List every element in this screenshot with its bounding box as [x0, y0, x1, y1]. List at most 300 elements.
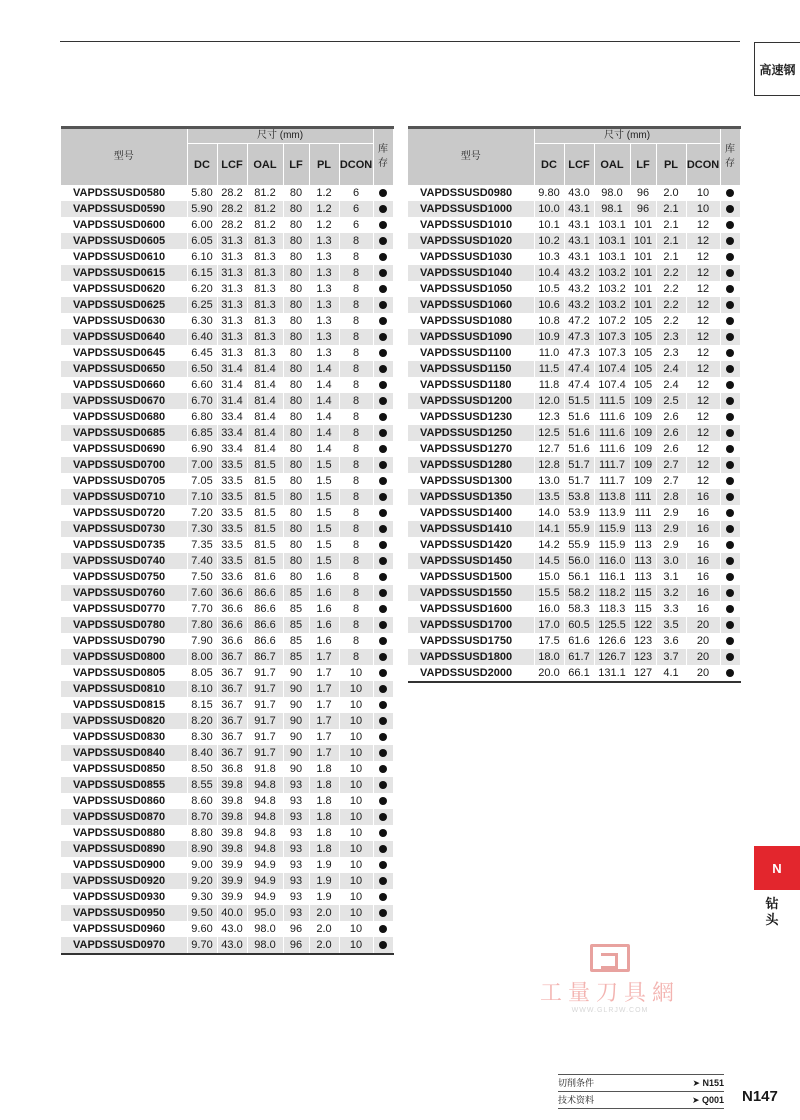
in-stock-dot-icon [379, 493, 387, 501]
pl-cell: 3.5 [656, 617, 686, 633]
model-cell: VAPDSSUSD0810 [61, 681, 187, 697]
in-stock-dot-icon [379, 541, 387, 549]
lf-cell: 85 [283, 585, 309, 601]
dimension-header: 尺寸 (mm) [187, 128, 373, 144]
lf-cell: 109 [630, 457, 656, 473]
pl-cell: 1.2 [309, 185, 339, 201]
model-cell: VAPDSSUSD0705 [61, 473, 187, 489]
lf-cell: 96 [283, 937, 309, 954]
dcon-cell: 12 [686, 473, 720, 489]
stock-cell [373, 889, 393, 905]
lf-cell: 93 [283, 873, 309, 889]
model-cell: VAPDSSUSD0605 [61, 233, 187, 249]
lcf-cell: 43.1 [564, 233, 594, 249]
oal-cell: 111.6 [594, 425, 630, 441]
dc-cell: 6.25 [187, 297, 217, 313]
pl-cell: 1.7 [309, 697, 339, 713]
oal-cell: 81.5 [247, 537, 283, 553]
pl-cell: 1.6 [309, 617, 339, 633]
stock-cell [373, 809, 393, 825]
stock-cell [373, 377, 393, 393]
model-cell: VAPDSSUSD1060 [408, 297, 534, 313]
col-dcon: DCON [339, 144, 373, 186]
footer-ref-cutting-conditions[interactable] [558, 1074, 724, 1091]
oal-cell: 81.2 [247, 201, 283, 217]
lcf-cell: 31.3 [217, 265, 247, 281]
in-stock-dot-icon [379, 781, 387, 789]
lcf-cell: 43.2 [564, 265, 594, 281]
oal-cell: 81.3 [247, 281, 283, 297]
in-stock-dot-icon [726, 557, 734, 565]
pl-cell: 2.0 [309, 905, 339, 921]
dc-cell: 10.8 [534, 313, 564, 329]
pl-cell: 1.3 [309, 281, 339, 297]
pl-cell: 1.5 [309, 537, 339, 553]
in-stock-dot-icon [726, 461, 734, 469]
lcf-cell: 51.6 [564, 425, 594, 441]
lcf-cell: 31.4 [217, 361, 247, 377]
oal-cell: 81.3 [247, 345, 283, 361]
pl-cell: 2.9 [656, 521, 686, 537]
lf-cell: 80 [283, 281, 309, 297]
dc-cell: 7.20 [187, 505, 217, 521]
in-stock-dot-icon [379, 285, 387, 293]
col-pl: PL [309, 144, 339, 186]
lcf-cell: 33.5 [217, 553, 247, 569]
dcon-cell: 12 [686, 393, 720, 409]
lf-cell: 101 [630, 217, 656, 233]
model-cell: VAPDSSUSD0630 [61, 313, 187, 329]
dcon-cell: 12 [686, 377, 720, 393]
table-row [408, 409, 740, 425]
lcf-cell: 33.5 [217, 537, 247, 553]
dc-cell: 14.0 [534, 505, 564, 521]
lcf-cell: 43.1 [564, 201, 594, 217]
dc-cell: 5.80 [187, 185, 217, 201]
stock-cell [373, 505, 393, 521]
dc-cell: 6.80 [187, 409, 217, 425]
lf-cell: 101 [630, 249, 656, 265]
oal-cell: 98.0 [247, 921, 283, 937]
stock-cell [373, 537, 393, 553]
lcf-cell: 43.1 [564, 249, 594, 265]
dcon-cell: 8 [339, 425, 373, 441]
dc-cell: 7.35 [187, 537, 217, 553]
in-stock-dot-icon [379, 221, 387, 229]
table-row [408, 393, 740, 409]
in-stock-dot-icon [379, 477, 387, 485]
pl-cell: 2.0 [656, 185, 686, 201]
model-cell: VAPDSSUSD0870 [61, 809, 187, 825]
col-oal: OAL [247, 144, 283, 186]
footer-ref-page[interactable]: ➤ Q001 [691, 1095, 724, 1105]
dc-cell: 6.90 [187, 441, 217, 457]
in-stock-dot-icon [379, 861, 387, 869]
stock-cell [720, 393, 740, 409]
dc-cell: 9.80 [534, 185, 564, 201]
dcon-cell: 10 [339, 809, 373, 825]
dcon-cell: 12 [686, 297, 720, 313]
model-cell: VAPDSSUSD0890 [61, 841, 187, 857]
in-stock-dot-icon [726, 541, 734, 549]
lcf-cell: 47.2 [564, 313, 594, 329]
dc-cell: 11.8 [534, 377, 564, 393]
dc-cell: 10.1 [534, 217, 564, 233]
dcon-cell: 12 [686, 233, 720, 249]
dcon-cell: 16 [686, 505, 720, 521]
dc-cell: 8.50 [187, 761, 217, 777]
dc-cell: 10.9 [534, 329, 564, 345]
model-cell: VAPDSSUSD1550 [408, 585, 534, 601]
table-row [408, 281, 740, 297]
oal-cell: 103.1 [594, 233, 630, 249]
oal-cell: 81.5 [247, 553, 283, 569]
lf-cell: 93 [283, 793, 309, 809]
lf-cell: 105 [630, 361, 656, 377]
dcon-cell: 6 [339, 217, 373, 233]
in-stock-dot-icon [379, 733, 387, 741]
lf-cell: 96 [283, 921, 309, 937]
in-stock-dot-icon [379, 413, 387, 421]
dc-cell: 12.0 [534, 393, 564, 409]
lf-cell: 80 [283, 345, 309, 361]
lf-cell: 113 [630, 553, 656, 569]
oal-cell: 81.3 [247, 249, 283, 265]
pl-cell: 2.2 [656, 281, 686, 297]
table-row [61, 585, 393, 601]
stock-cell [373, 857, 393, 873]
pl-cell: 1.3 [309, 345, 339, 361]
dc-cell: 10.6 [534, 297, 564, 313]
stock-cell [720, 505, 740, 521]
oal-cell: 91.7 [247, 697, 283, 713]
dcon-cell: 16 [686, 569, 720, 585]
in-stock-dot-icon [379, 669, 387, 677]
pl-cell: 2.2 [656, 297, 686, 313]
table-row [61, 329, 393, 345]
dcon-cell: 16 [686, 521, 720, 537]
stock-cell [373, 745, 393, 761]
in-stock-dot-icon [379, 333, 387, 341]
oal-cell: 107.3 [594, 345, 630, 361]
lcf-cell: 43.2 [564, 297, 594, 313]
pl-cell: 1.4 [309, 377, 339, 393]
in-stock-dot-icon [379, 237, 387, 245]
stock-cell [373, 777, 393, 793]
oal-cell: 111.6 [594, 409, 630, 425]
dcon-cell: 10 [339, 729, 373, 745]
table-row [408, 329, 740, 345]
table-row [61, 809, 393, 825]
model-cell: VAPDSSUSD0720 [61, 505, 187, 521]
dcon-cell: 12 [686, 281, 720, 297]
stock-cell [373, 425, 393, 441]
dc-cell: 7.40 [187, 553, 217, 569]
model-cell: VAPDSSUSD0700 [61, 457, 187, 473]
side-tab-hss[interactable] [754, 42, 800, 96]
lcf-cell: 33.5 [217, 505, 247, 521]
oal-cell: 111.7 [594, 457, 630, 473]
oal-cell: 81.3 [247, 329, 283, 345]
stock-cell [720, 489, 740, 505]
table-row [61, 521, 393, 537]
oal-cell: 94.9 [247, 873, 283, 889]
in-stock-dot-icon [726, 381, 734, 389]
pl-cell: 1.8 [309, 777, 339, 793]
stock-cell [373, 553, 393, 569]
pl-cell: 2.1 [656, 217, 686, 233]
stock-cell [373, 409, 393, 425]
stock-cell [373, 713, 393, 729]
lcf-cell: 31.4 [217, 393, 247, 409]
in-stock-dot-icon [726, 189, 734, 197]
in-stock-dot-icon [379, 893, 387, 901]
dc-cell: 14.5 [534, 553, 564, 569]
dcon-cell: 8 [339, 313, 373, 329]
lcf-cell: 56.0 [564, 553, 594, 569]
model-cell: VAPDSSUSD1080 [408, 313, 534, 329]
pl-cell: 1.5 [309, 521, 339, 537]
model-cell: VAPDSSUSD0730 [61, 521, 187, 537]
table-row [408, 345, 740, 361]
dcon-cell: 10 [339, 889, 373, 905]
lcf-cell: 51.7 [564, 457, 594, 473]
dcon-cell: 12 [686, 345, 720, 361]
lf-cell: 80 [283, 505, 309, 521]
oal-cell: 131.1 [594, 665, 630, 682]
lcf-cell: 51.5 [564, 393, 594, 409]
lcf-cell: 58.2 [564, 585, 594, 601]
lcf-cell: 33.4 [217, 425, 247, 441]
dcon-cell: 10 [339, 745, 373, 761]
oal-cell: 91.7 [247, 745, 283, 761]
dcon-cell: 12 [686, 217, 720, 233]
table-row [408, 649, 740, 665]
model-cell: VAPDSSUSD1350 [408, 489, 534, 505]
lcf-cell: 36.7 [217, 649, 247, 665]
col-lcf: LCF [564, 144, 594, 186]
table-row [408, 233, 740, 249]
lf-cell: 80 [283, 297, 309, 313]
section-letter: N [772, 860, 782, 876]
stock-cell [373, 793, 393, 809]
dcon-cell: 10 [339, 697, 373, 713]
in-stock-dot-icon [726, 669, 734, 677]
stock-cell [373, 185, 393, 201]
oal-cell: 115.9 [594, 537, 630, 553]
model-cell: VAPDSSUSD0580 [61, 185, 187, 201]
lf-cell: 80 [283, 569, 309, 585]
stock-cell [373, 265, 393, 281]
model-cell: VAPDSSUSD1700 [408, 617, 534, 633]
in-stock-dot-icon [379, 829, 387, 837]
dc-cell: 8.55 [187, 777, 217, 793]
pl-cell: 2.6 [656, 425, 686, 441]
lcf-cell: 28.2 [217, 217, 247, 233]
stock-cell [373, 473, 393, 489]
dc-cell: 6.05 [187, 233, 217, 249]
lf-cell: 111 [630, 505, 656, 521]
pl-cell: 1.3 [309, 265, 339, 281]
lcf-cell: 31.3 [217, 313, 247, 329]
oal-cell: 94.9 [247, 889, 283, 905]
model-cell: VAPDSSUSD0880 [61, 825, 187, 841]
in-stock-dot-icon [379, 813, 387, 821]
lcf-cell: 36.6 [217, 585, 247, 601]
dcon-cell: 12 [686, 249, 720, 265]
stock-cell [373, 393, 393, 409]
in-stock-dot-icon [379, 557, 387, 565]
dcon-cell: 12 [686, 361, 720, 377]
stock-cell [373, 761, 393, 777]
in-stock-dot-icon [379, 573, 387, 581]
dc-cell: 6.70 [187, 393, 217, 409]
lcf-cell: 39.8 [217, 841, 247, 857]
model-cell: VAPDSSUSD0980 [408, 185, 534, 201]
dc-cell: 7.50 [187, 569, 217, 585]
model-cell: VAPDSSUSD1420 [408, 537, 534, 553]
table-row [408, 585, 740, 601]
stock-cell [373, 681, 393, 697]
in-stock-dot-icon [379, 189, 387, 197]
watermark [540, 944, 680, 1014]
lcf-cell: 36.8 [217, 761, 247, 777]
model-cell: VAPDSSUSD1300 [408, 473, 534, 489]
pl-cell: 1.9 [309, 857, 339, 873]
pl-cell: 1.7 [309, 681, 339, 697]
model-cell: VAPDSSUSD0660 [61, 377, 187, 393]
lf-cell: 96 [630, 185, 656, 201]
lf-cell: 80 [283, 329, 309, 345]
oal-cell: 91.7 [247, 665, 283, 681]
model-cell: VAPDSSUSD1180 [408, 377, 534, 393]
dc-cell: 8.15 [187, 697, 217, 713]
stock-cell [720, 233, 740, 249]
lf-cell: 85 [283, 601, 309, 617]
in-stock-dot-icon [379, 589, 387, 597]
oal-cell: 81.4 [247, 393, 283, 409]
table-row [408, 377, 740, 393]
table-row [408, 313, 740, 329]
dcon-cell: 8 [339, 377, 373, 393]
dc-cell: 6.45 [187, 345, 217, 361]
in-stock-dot-icon [379, 365, 387, 373]
dc-cell: 8.80 [187, 825, 217, 841]
lcf-cell: 66.1 [564, 665, 594, 682]
oal-cell: 81.2 [247, 217, 283, 233]
footer-ref-technical-data[interactable] [558, 1091, 724, 1109]
lf-cell: 85 [283, 633, 309, 649]
in-stock-dot-icon [379, 845, 387, 853]
dcon-cell: 8 [339, 329, 373, 345]
oal-cell: 126.7 [594, 649, 630, 665]
dcon-cell: 8 [339, 345, 373, 361]
stock-cell [373, 233, 393, 249]
oal-cell: 86.6 [247, 601, 283, 617]
in-stock-dot-icon [379, 653, 387, 661]
stock-cell [373, 665, 393, 681]
in-stock-dot-icon [726, 349, 734, 357]
table-row [408, 521, 740, 537]
in-stock-dot-icon [379, 605, 387, 613]
side-tab-section-label: 钻头 [765, 896, 779, 927]
dcon-cell: 8 [339, 249, 373, 265]
dcon-cell: 10 [339, 761, 373, 777]
model-cell: VAPDSSUSD1100 [408, 345, 534, 361]
stock-cell [373, 633, 393, 649]
side-tab-section-n[interactable] [754, 846, 800, 890]
lf-cell: 105 [630, 377, 656, 393]
in-stock-dot-icon [379, 253, 387, 261]
lf-cell: 96 [630, 201, 656, 217]
in-stock-dot-icon [726, 205, 734, 213]
model-cell: VAPDSSUSD0740 [61, 553, 187, 569]
stock-cell [373, 521, 393, 537]
dc-cell: 6.85 [187, 425, 217, 441]
dc-cell: 7.70 [187, 601, 217, 617]
stock-cell [373, 569, 393, 585]
pl-cell: 3.7 [656, 649, 686, 665]
in-stock-dot-icon [726, 509, 734, 517]
lf-cell: 80 [283, 457, 309, 473]
in-stock-dot-icon [726, 269, 734, 277]
model-cell: VAPDSSUSD0780 [61, 617, 187, 633]
in-stock-dot-icon [726, 221, 734, 229]
dc-cell: 10.4 [534, 265, 564, 281]
model-header: 型号 [408, 128, 534, 186]
lcf-cell: 47.3 [564, 345, 594, 361]
in-stock-dot-icon [726, 397, 734, 405]
dc-cell: 9.30 [187, 889, 217, 905]
model-cell: VAPDSSUSD1090 [408, 329, 534, 345]
pl-cell: 1.8 [309, 825, 339, 841]
table-row [61, 857, 393, 873]
pl-cell: 1.4 [309, 393, 339, 409]
dc-cell: 8.00 [187, 649, 217, 665]
table-row [61, 601, 393, 617]
table-row [61, 345, 393, 361]
table-row [61, 473, 393, 489]
in-stock-dot-icon [379, 941, 387, 949]
dc-cell: 14.2 [534, 537, 564, 553]
dc-cell: 8.70 [187, 809, 217, 825]
model-cell: VAPDSSUSD1050 [408, 281, 534, 297]
col-dc: DC [187, 144, 217, 186]
oal-cell: 81.4 [247, 441, 283, 457]
pl-cell: 2.7 [656, 473, 686, 489]
dc-cell: 12.5 [534, 425, 564, 441]
stock-cell [720, 617, 740, 633]
lf-cell: 80 [283, 201, 309, 217]
pl-cell: 1.4 [309, 441, 339, 457]
stock-cell [373, 697, 393, 713]
model-cell: VAPDSSUSD1040 [408, 265, 534, 281]
lcf-cell: 43.0 [564, 185, 594, 201]
table-row [61, 393, 393, 409]
stock-header: 库存 [373, 128, 393, 186]
in-stock-dot-icon [379, 205, 387, 213]
lcf-cell: 39.9 [217, 857, 247, 873]
footer-ref-page[interactable]: ➤ N151 [692, 1078, 724, 1088]
stock-cell [373, 489, 393, 505]
lcf-cell: 31.3 [217, 281, 247, 297]
table-row [408, 553, 740, 569]
in-stock-dot-icon [726, 477, 734, 485]
model-cell: VAPDSSUSD0960 [61, 921, 187, 937]
oal-cell: 81.3 [247, 313, 283, 329]
model-cell: VAPDSSUSD0840 [61, 745, 187, 761]
oal-cell: 81.5 [247, 521, 283, 537]
